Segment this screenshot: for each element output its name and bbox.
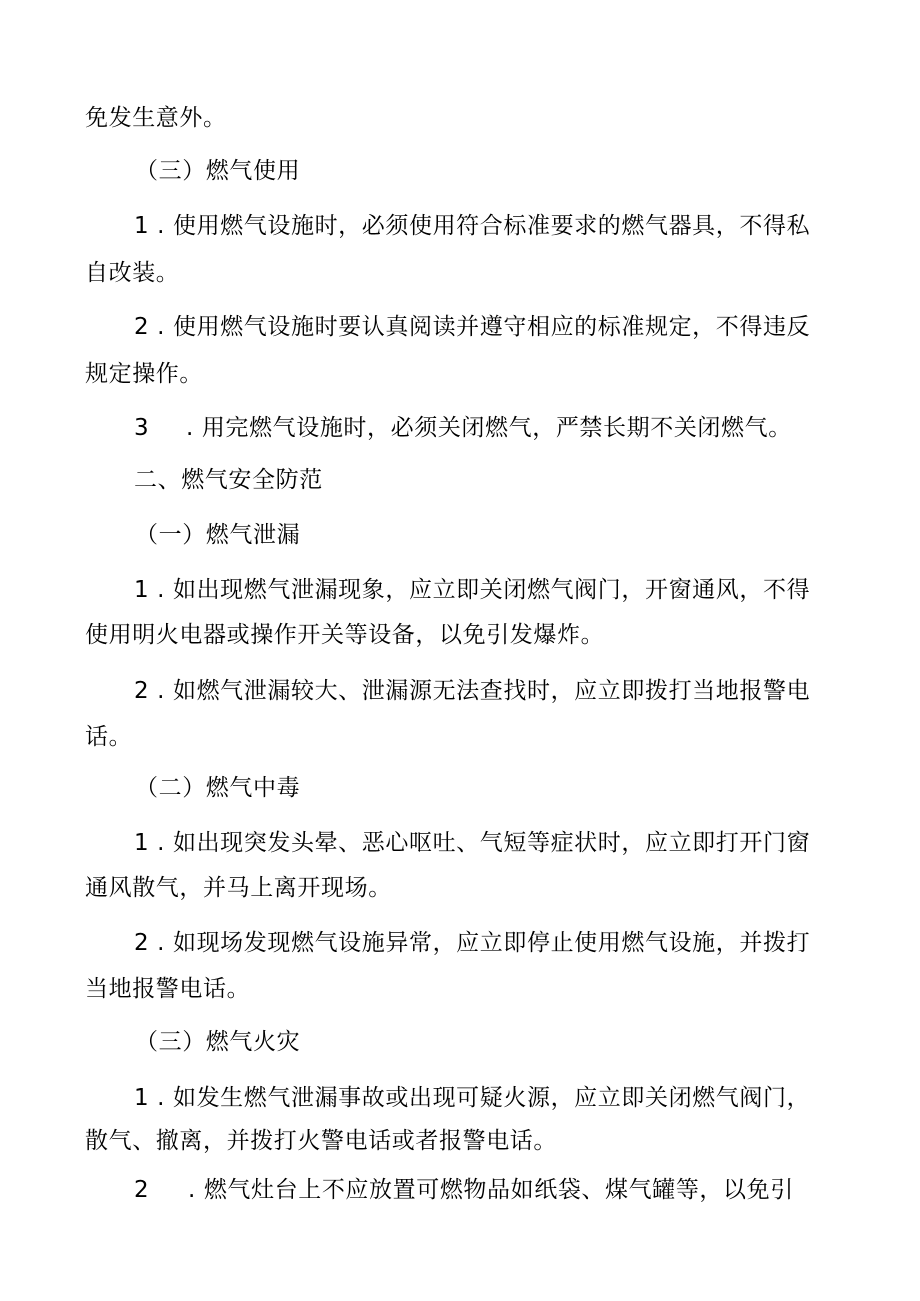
list-item-line: 散气、撤离，并拨打火警电话或者报警电话。 — [85, 1128, 557, 1154]
list-item-line: 2 . 如现场发现燃气设施异常，应立即停止使用燃气设施，并拨打 — [134, 930, 811, 956]
section-heading: （一）燃气泄漏 — [135, 522, 301, 548]
list-item-line: 通风散气，并马上离开现场。 — [85, 875, 392, 901]
list-item-line: 1 . 使用燃气设施时，必须使用符合标准要求的燃气器具，不得私 — [134, 213, 811, 239]
section-heading: （二）燃气中毒 — [135, 775, 301, 801]
list-item-line: 1 . 如出现燃气泄漏现象，应立即关闭燃气阀门，开窗通风，不得 — [134, 577, 811, 603]
list-item-line: 自改装。 — [85, 260, 180, 286]
list-item-line: 2 . 如燃气泄漏较大、泄漏源无法查找时，应立即拨打当地报警电 — [134, 678, 811, 704]
list-item-line: 2 . 使用燃气设施时要认真阅读并遵守相应的标准规定，不得违反 — [134, 314, 811, 340]
list-item-line: 1 . 如出现突发头晕、恶心呕吐、气短等症状时，应立即打开门窗 — [134, 830, 811, 856]
list-item-line: 1 . 如发生燃气泄漏事故或出现可疑火源，应立即关闭燃气阀门， — [134, 1085, 811, 1111]
list-item-number: 2 — [134, 1177, 150, 1203]
list-item-line: . 燃气灶台上不应放置可燃物品如纸袋、煤气罐等，以免引 — [188, 1177, 794, 1203]
section-heading: （三）燃气使用 — [135, 158, 301, 184]
list-item-number: 3 — [134, 415, 150, 441]
list-item-line: 当地报警电话。 — [85, 976, 251, 1002]
chapter-heading: 二、燃气安全防范 — [134, 467, 323, 493]
list-item-line: . 用完燃气设施时，必须关闭燃气，严禁长期不关闭燃气。 — [186, 415, 792, 441]
section-heading: （三）燃气火灾 — [135, 1029, 301, 1055]
list-item-line: 使用明火电器或操作开关等设备，以免引发爆炸。 — [85, 622, 605, 648]
list-item-line: 话。 — [85, 724, 133, 750]
paragraph-line: 免发生意外。 — [85, 105, 227, 131]
list-item-line: 规定操作。 — [85, 361, 203, 387]
